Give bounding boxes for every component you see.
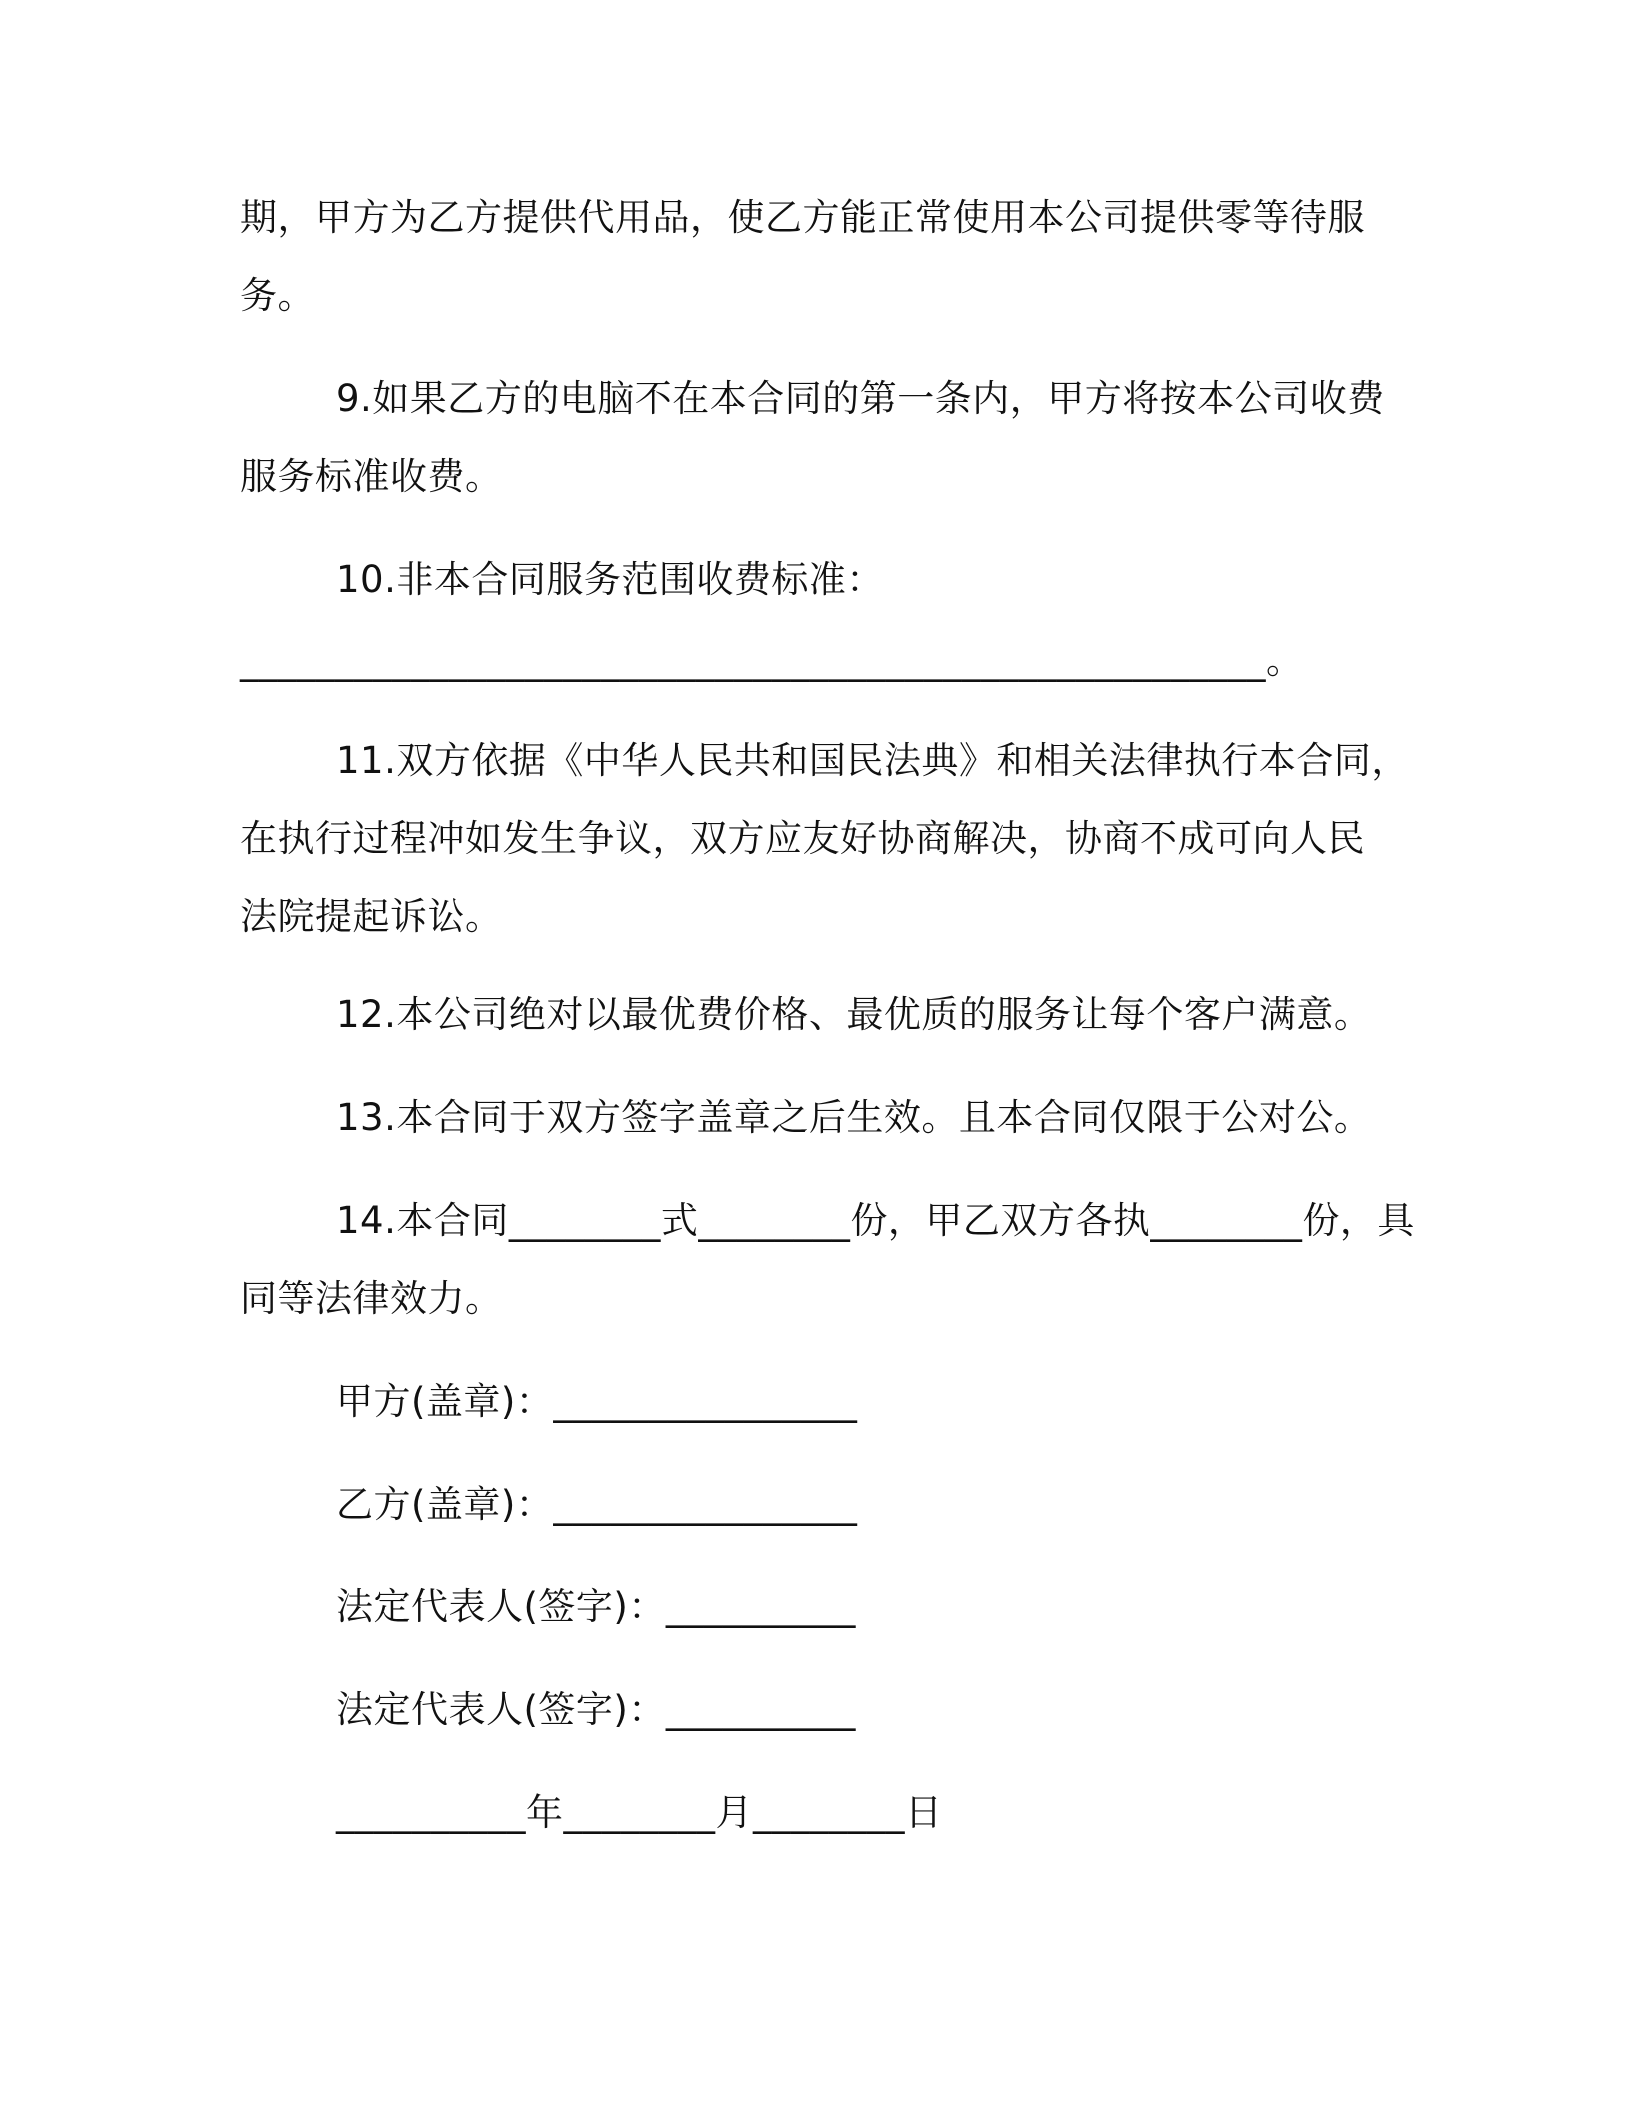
date-line: __________年________月________日 — [336, 1791, 943, 1834]
party-a-seal-line: 甲方(盖章)：________________ — [336, 1380, 858, 1423]
legal-rep-signature-line: 法定代表人(签字)：__________ — [336, 1585, 856, 1628]
text-line: 务。 — [240, 274, 315, 317]
text-line: 服务标准收费。 — [240, 455, 503, 498]
text-line: 期，甲方为乙方提供代用品，使乙方能正常使用本公司提供零等待服 — [240, 196, 1365, 239]
clause-12-line: 12.本公司绝对以最优费价格、最优质的服务让每个客户满意。 — [336, 993, 1372, 1036]
clause-9-line: 9.如果乙方的电脑不在本合同的第一条内，甲方将按本公司收费 — [336, 377, 1385, 420]
text-line: 在执行过程冲如发生争议，双方应友好协商解决，协商不成可向人民 — [240, 817, 1365, 860]
legal-rep-signature-line: 法定代表人(签字)：__________ — [336, 1688, 856, 1731]
clause-13-line: 13.本合同于双方签字盖章之后生效。且本合同仅限于公对公。 — [336, 1096, 1372, 1139]
clause-10-line: 10.非本合同服务范围收费标准： — [336, 558, 884, 601]
text-line: 法院提起诉讼。 — [240, 895, 503, 938]
clause-11-line: 11.双方依据《中华人民共和国民法典》和相关法律执行本合同， — [336, 739, 1409, 782]
text-line: 同等法律效力。 — [240, 1277, 503, 1320]
clause-14-line: 14.本合同________式________份，甲乙双方各执________份，具 — [336, 1199, 1415, 1242]
party-b-seal-line: 乙方(盖章)：________________ — [336, 1483, 858, 1526]
fee-standard-blank: ______________________________________________________。 — [240, 639, 1304, 682]
